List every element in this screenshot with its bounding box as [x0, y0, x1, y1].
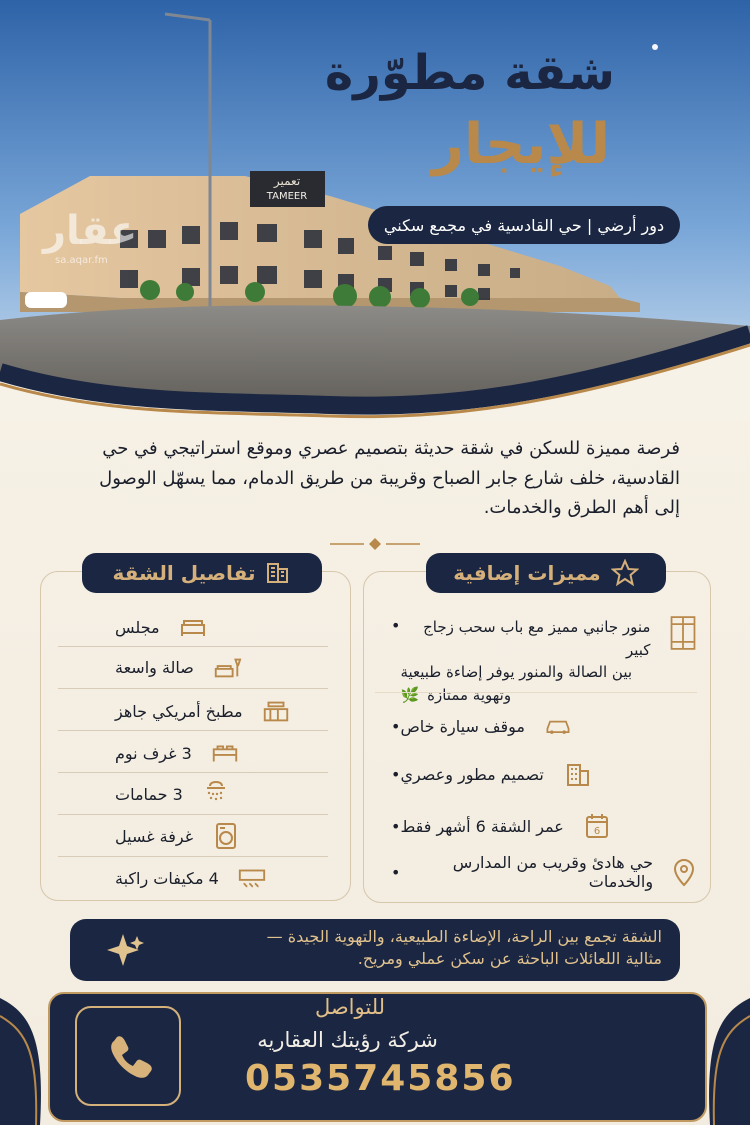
- ac-icon: [237, 863, 267, 893]
- ornament-divider: [330, 537, 420, 551]
- sign-en: TAMEER: [266, 191, 308, 202]
- bullet: •: [391, 816, 401, 836]
- bullet: •: [391, 862, 401, 882]
- contact-title: للتواصل: [314, 995, 386, 1019]
- window-icon: [668, 618, 698, 648]
- star-icon: [611, 559, 639, 587]
- kitchen-icon: [261, 696, 291, 726]
- feature-item-window: [381, 610, 698, 704]
- phone-number[interactable]: 0535745856: [245, 1058, 516, 1099]
- divider: [58, 856, 328, 857]
- building-icon: [265, 560, 291, 586]
- features-title-badge: [426, 553, 666, 593]
- banner-line-2: مثالية اللعائلات الباحثة عن سكن عملي ومريح.: [357, 948, 662, 968]
- washing-machine-icon: [211, 821, 241, 851]
- feature-item-age: [381, 809, 698, 843]
- detail-item-hall: [115, 650, 330, 684]
- building-outline-icon: [562, 759, 592, 789]
- bed-icon: [210, 738, 240, 768]
- sofa-icon: [178, 612, 208, 642]
- detail-label: مجلس: [115, 617, 160, 637]
- detail-label: 3 حمامات: [115, 784, 183, 804]
- feature-label-line: [400, 684, 511, 707]
- divider: [375, 692, 697, 693]
- feature-label: تصميم مطور وعصري: [400, 764, 544, 784]
- phone-button[interactable]: [75, 1006, 181, 1106]
- feature-label: منور جانبي مميز مع باب سحب زجاج كبير: [423, 618, 651, 659]
- phone-icon: [101, 1029, 155, 1083]
- feature-label: حي هادئ وقريب من المدارس والخدمات: [452, 853, 654, 891]
- detail-item-kitchen: [115, 694, 330, 728]
- sparkle-icon: [103, 930, 147, 974]
- svg-text:6: 6: [593, 826, 601, 837]
- car-icon: [543, 711, 573, 741]
- lamp-sofa-icon: [212, 652, 242, 682]
- detail-label: صالة واسعة: [115, 657, 194, 677]
- divider: [58, 688, 328, 689]
- intro-paragraph: فرصة مميزة للسكن في شقة حديثة بتصميم عصري وموقع استراتيجي في حي القادسية، خلف شارع جابر الصباح وقريبة من طريق الدمام، مما يسهّل الوصول إلى أهم الطرق والخدمات.: [99, 438, 680, 519]
- feature-item-parking: [381, 709, 698, 743]
- location-icon: [670, 857, 698, 887]
- details-title-badge: [82, 553, 322, 593]
- leaf-icon: 🌿: [400, 685, 420, 704]
- detail-label: مطبخ أمريكي جاهز: [115, 701, 243, 721]
- divider: [58, 646, 328, 647]
- divider: [58, 730, 328, 731]
- detail-label: غرفة غسيل: [115, 826, 194, 846]
- detail-item-bathrooms: [115, 777, 330, 811]
- detail-item-ac: [115, 861, 330, 895]
- title-line-1: شقة مطوّرة: [324, 45, 615, 101]
- bullet: •: [391, 616, 401, 635]
- bullet: •: [391, 716, 401, 736]
- subtitle-pill: دور أرضي | حي القادسية في مجمع سكني: [368, 206, 680, 244]
- banner-line-1: الشقة تجمع بين الراحة، الإضاءة الطبيعية، والتهوية الجيدة —: [266, 927, 662, 946]
- details-title: تفاصيل الشقة: [112, 561, 256, 585]
- contact-company: شركة رؤيتك العقاريه: [257, 1028, 438, 1052]
- watermark-logo: عقار: [43, 208, 138, 254]
- detail-label: 3 غرف نوم: [115, 743, 192, 763]
- bullet: •: [391, 764, 401, 784]
- detail-label: 4 مكيفات راكبة: [115, 868, 219, 888]
- hero-section: [0, 0, 750, 420]
- divider: [58, 772, 328, 773]
- detail-item-majlis: [115, 610, 330, 644]
- watermark-url: sa.aqar.fm: [55, 255, 108, 266]
- feature-item-location: [381, 855, 698, 889]
- feature-label: موقف سيارة خاص: [400, 716, 525, 736]
- feature-item-design: [381, 757, 698, 791]
- feature-label: وتهوية ممتازة: [427, 685, 512, 704]
- title-line-2: للإيجار: [431, 112, 610, 177]
- feature-label: بين الصالة والمنور يوفر إضاءة طبيعية: [400, 663, 633, 681]
- features-title: مميزات إضافية: [453, 561, 601, 585]
- detail-item-bedrooms: [115, 736, 330, 770]
- sign-ar: تعمير: [273, 174, 301, 188]
- detail-item-laundry: [115, 819, 330, 853]
- divider: [58, 814, 328, 815]
- calendar-icon: [582, 811, 612, 841]
- feature-label: عمر الشقة 6 أشهر فقط: [400, 816, 564, 836]
- shower-icon: [201, 779, 231, 809]
- summary-banner: [70, 919, 680, 981]
